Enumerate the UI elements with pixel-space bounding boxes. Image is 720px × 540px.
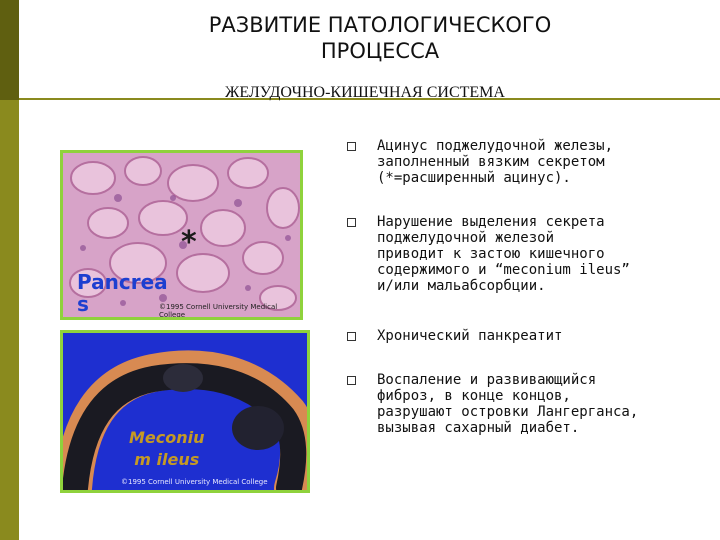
square-bullet-icon — [347, 332, 356, 341]
pancreas-image-credit: ©1995 Cornell University Medical College — [159, 303, 278, 319]
square-bullet-icon — [347, 376, 356, 385]
pancreas-label: Pancrea s — [77, 270, 168, 316]
meconium-image-credit: ©1995 Cornell University Medical College — [121, 478, 268, 486]
bullet-text: Нарушение выделения секрета поджелудочной железой приводит к застою кишечного содержимого и “meconium ileus” и/или мальабсорбции. — [377, 214, 630, 294]
slide-title: РАЗВИТИЕ ПАТОЛОГИЧЕСКОГО ПРОЦЕССА — [208, 13, 552, 63]
left-accent-bar-top — [0, 0, 19, 100]
square-bullet-icon — [347, 142, 356, 151]
acinus-asterisk: * — [181, 225, 197, 260]
bullet-text: Ацинус поджелудочной железы, заполненный вязким секретом (*=расширенный ацинус). — [377, 138, 614, 186]
pancreas-histology-image — [60, 150, 303, 320]
meconium-label: Meconiu m ileus — [129, 428, 205, 469]
slide-subtitle: ЖЕЛУДОЧНО-КИШЕЧНАЯ СИСТЕМА — [225, 84, 505, 101]
bullet-text: Воспаление и развивающийся фиброз, в конце концов, разрушают островки Лангерганса, вызывая сахарный диабет. — [377, 372, 639, 436]
bullet-text: Хронический панкреатит — [377, 328, 563, 344]
square-bullet-icon — [347, 218, 356, 227]
meconium-ileus-image — [60, 330, 310, 493]
